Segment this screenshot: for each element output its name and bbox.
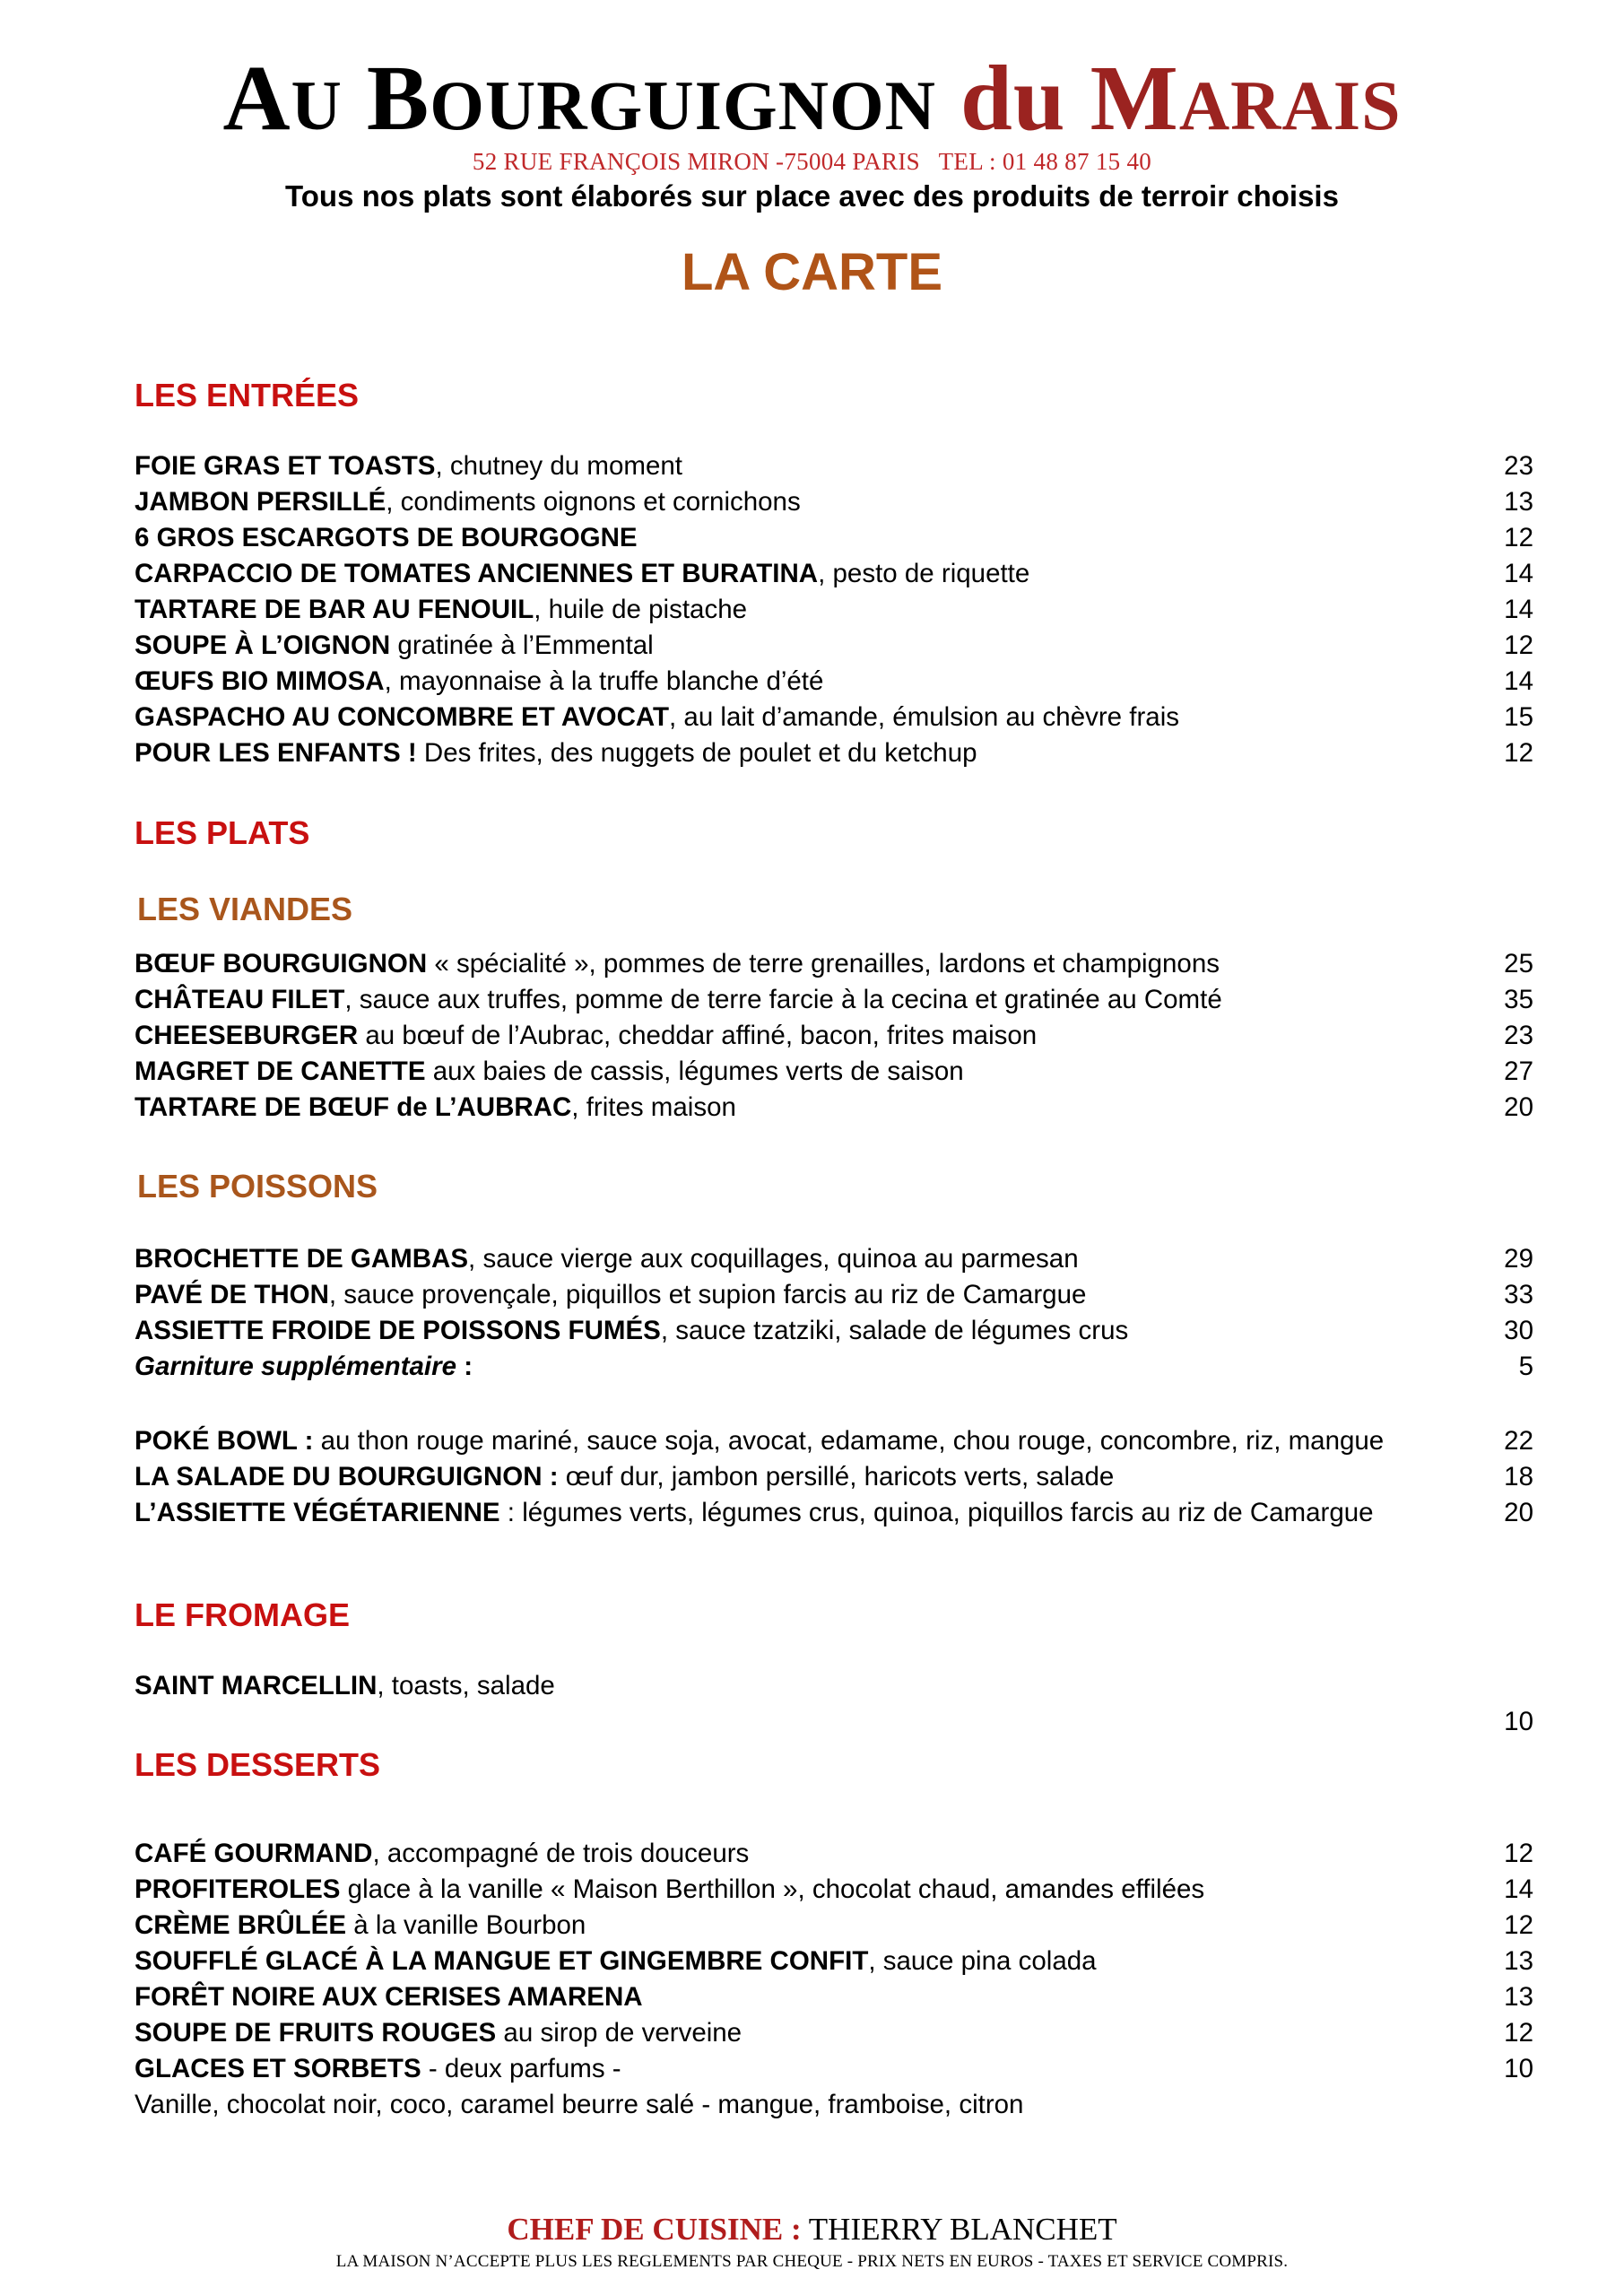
restaurant-address: 52 RUE FRANÇOIS MIRON -75004 PARIS TEL : 01 48 87 15 40 [472, 148, 1152, 175]
menu-item: PROFITEROLES glace à la vanille « Maison Berthillon », chocolat chaud, amandes effilées 14 [135, 1872, 1533, 1908]
price: 29 [1504, 1244, 1533, 1274]
price: 13 [1504, 1946, 1533, 1976]
section-heading-desserts: LES DESSERTS [135, 1746, 381, 1783]
menu-item: TARTARE DE BŒUF de L’AUBRAC, frites maison 20 [135, 1090, 1533, 1126]
menu-item: FORÊT NOIRE AUX CERISES AMARENA 13 [135, 1979, 1533, 2015]
menu-item: CHEESEBURGER au bœuf de l’Aubrac, cheddar affiné, bacon, frites maison 23 [135, 1018, 1533, 1054]
price: 13 [1504, 487, 1533, 517]
menu-item: BŒUF BOURGUIGNON « spécialité », pommes de terre grenailles, lardons et champignons 25 [135, 946, 1533, 982]
menu-item: SOUPE À L’OIGNON gratinée à l’Emmental 12 [135, 628, 1533, 664]
menu-item: CAFÉ GOURMAND, accompagné de trois douceurs 12 [135, 1836, 1533, 1872]
menu-item: SAINT MARCELLIN, toasts, salade [135, 1671, 555, 1700]
section-heading-plats: LES PLATS [135, 814, 310, 851]
price: 5 [1518, 1352, 1533, 1381]
menu-item: PAVÉ DE THON, sauce provençale, piquillos et supion farcis au riz de Camargue 33 [135, 1277, 1533, 1313]
price: 22 [1504, 1426, 1533, 1456]
price: 12 [1504, 1839, 1533, 1868]
menu-item: SOUFFLÉ GLACÉ À LA MANGUE ET GINGEMBRE CONFIT, sauce pina colada 13 [135, 1944, 1533, 1979]
menu-item: FOIE GRAS ET TOASTS, chutney du moment 23 [135, 448, 1533, 484]
menu-item: BROCHETTE DE GAMBAS, sauce vierge aux coquillages, quinoa au parmesan 29 [135, 1241, 1533, 1277]
subsection-heading-poissons: LES POISSONS [137, 1168, 378, 1205]
price: 33 [1504, 1280, 1533, 1309]
price: 18 [1504, 1462, 1533, 1492]
menu-item: TARTARE DE BAR AU FENOUIL, huile de pistache 14 [135, 592, 1533, 628]
price: 12 [1504, 1910, 1533, 1940]
price: 12 [1504, 523, 1533, 552]
menu-item: ASSIETTE FROIDE DE POISSONS FUMÉS, sauce tzatziki, salade de légumes crus 30 [135, 1313, 1533, 1349]
menu-item: GLACES ET SORBETS - deux parfums - 10 [135, 2051, 1533, 2087]
price: 10 [1504, 1707, 1533, 1736]
menu-title: LA CARTE [681, 243, 943, 301]
chef-credit: CHEF DE CUISINE : THIERRY BLANCHET [507, 2212, 1117, 2247]
menu-item: SOUPE DE FRUITS ROUGES au sirop de verveine 12 [135, 2015, 1533, 2051]
section-heading-entrees: LES ENTRÉES [135, 377, 360, 413]
price: 30 [1504, 1316, 1533, 1345]
price: 23 [1504, 1021, 1533, 1050]
menu-item: GASPACHO AU CONCOMBRE ET AVOCAT, au lait d’amande, émulsion au chèvre frais 15 [135, 700, 1533, 735]
price: 14 [1504, 1874, 1533, 1904]
price: 12 [1504, 2018, 1533, 2048]
section-heading-fromage: LE FROMAGE [135, 1596, 350, 1633]
price: 20 [1504, 1498, 1533, 1527]
menu-item: CRÈME BRÛLÉE à la vanille Bourbon 12 [135, 1908, 1533, 1944]
price: 35 [1504, 985, 1533, 1014]
subsection-heading-viandes: LES VIANDES [137, 891, 353, 927]
menu-item: JAMBON PERSILLÉ, condiments oignons et cornichons 13 [135, 484, 1533, 520]
price: 20 [1504, 1092, 1533, 1122]
price: 10 [1504, 2054, 1533, 2083]
price: 15 [1504, 702, 1533, 732]
restaurant-name: AU BOURGUIGNON du MARAIS [222, 47, 1402, 150]
menu-item: 6 GROS ESCARGOTS DE BOURGOGNE 12 [135, 520, 1533, 556]
menu-item: POKÉ BOWL : au thon rouge mariné, sauce soja, avocat, edamame, chou rouge, concombre, riz, mangue 22 [135, 1423, 1533, 1459]
price: 27 [1504, 1057, 1533, 1086]
menu-item-garniture: Garniture supplémentaire : 5 [135, 1349, 1533, 1385]
payment-note: LA MAISON N’ACCEPTE PLUS LES REGLEMENTS PAR CHEQUE - PRIX NETS EN EUROS - TAXES ET SERVICE COMPRIS. [335, 2252, 1289, 2271]
menu-item: MAGRET DE CANETTE aux baies de cassis, légumes verts de saison 27 [135, 1054, 1533, 1090]
tagline: Tous nos plats sont élaborés sur place avec des produits de terroir choisis [285, 179, 1339, 213]
menu-item: ŒUFS BIO MIMOSA, mayonnaise à la truffe blanche d’été 14 [135, 664, 1533, 700]
price: 12 [1504, 738, 1533, 768]
menu-item: CARPACCIO DE TOMATES ANCIENNES ET BURATINA, pesto de riquette 14 [135, 556, 1533, 592]
price: 12 [1504, 631, 1533, 660]
price: 14 [1504, 595, 1533, 624]
price: 25 [1504, 949, 1533, 978]
price: 14 [1504, 559, 1533, 588]
price: 13 [1504, 1982, 1533, 2012]
menu-item: CHÂTEAU FILET, sauce aux truffes, pomme de terre farcie à la cecina et gratinée au Comté 35 [135, 982, 1533, 1018]
menu-item: POUR LES ENFANTS ! Des frites, des nuggets de poulet et du ketchup 12 [135, 735, 1533, 771]
price: 14 [1504, 666, 1533, 696]
ice-cream-flavours: Vanille, chocolat noir, coco, caramel beurre salé - mangue, framboise, citron [135, 2090, 1024, 2119]
price: 23 [1504, 451, 1533, 481]
menu-item: L’ASSIETTE VÉGÉTARIENNE : légumes verts, légumes crus, quinoa, piquillos farcis au riz de Camargue 20 [135, 1495, 1533, 1531]
menu-item: LA SALADE DU BOURGUIGNON : œuf dur, jambon persillé, haricots verts, salade 18 [135, 1459, 1533, 1495]
